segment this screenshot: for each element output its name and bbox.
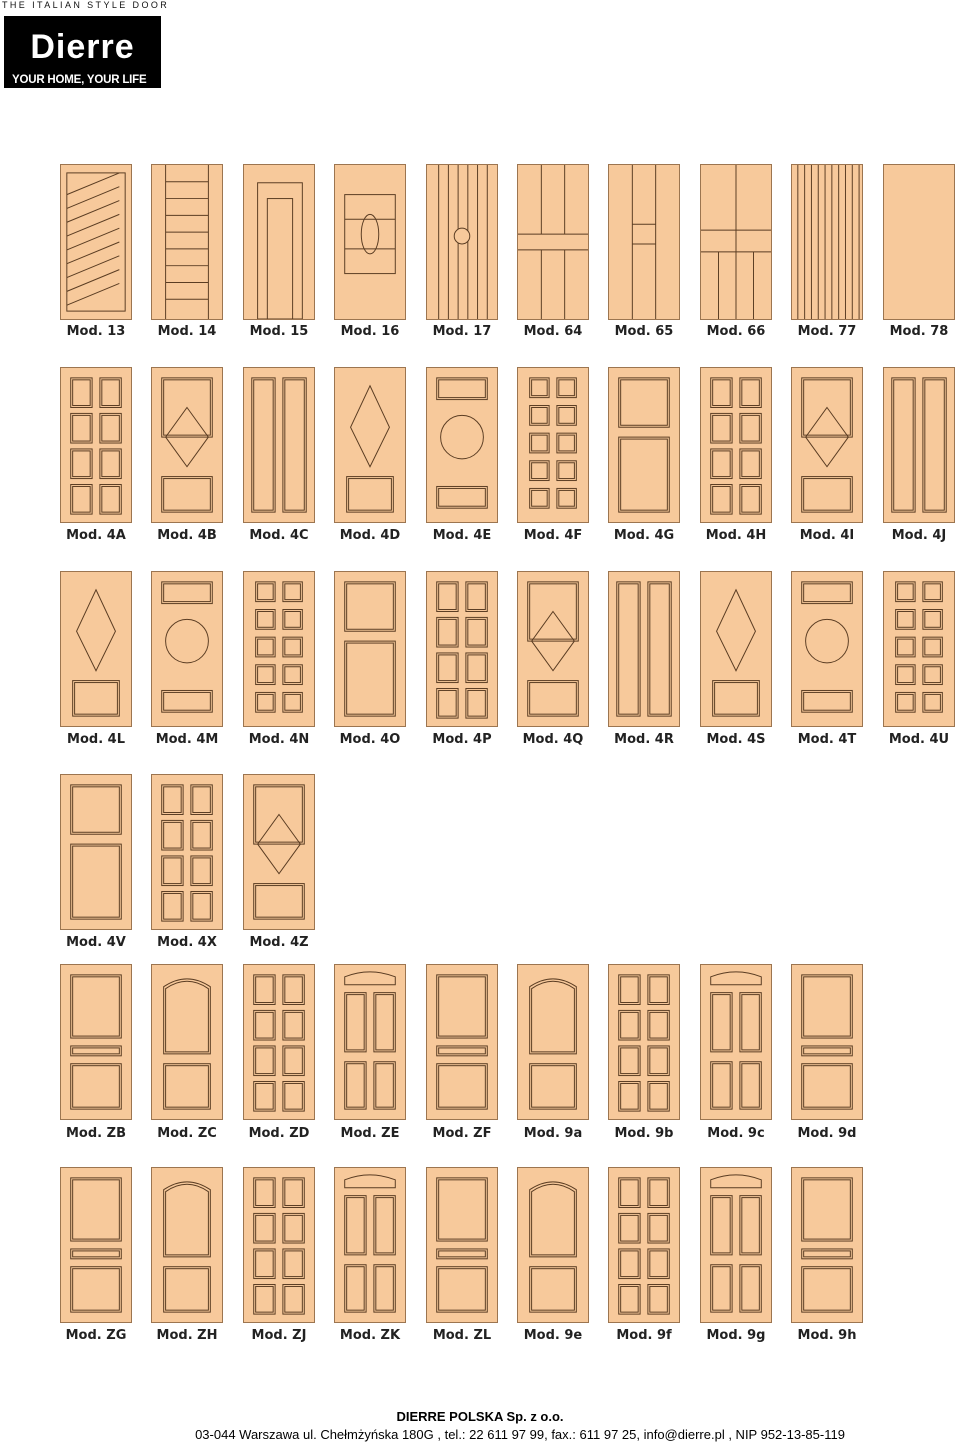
door-panel-drawing (244, 775, 314, 929)
door-model-label: Mod. 14 (157, 324, 217, 339)
door-model-thumbnail (700, 367, 772, 523)
door-model-thumbnail (151, 571, 223, 727)
door-model-thumbnail (243, 367, 315, 523)
door-model-thumbnail (151, 964, 223, 1120)
door-panel-drawing (244, 368, 314, 522)
door-model-thumbnail (700, 1167, 772, 1323)
door-model-label: Mod. 4X (157, 935, 217, 950)
door-panel-drawing (61, 775, 131, 929)
door-panel-drawing (61, 165, 131, 319)
door-model-thumbnail (243, 774, 315, 930)
door-panel-drawing (792, 1168, 862, 1322)
door-model-label: Mod. 4B (157, 528, 217, 543)
door-panel-drawing (609, 1168, 679, 1322)
door-model-label: Mod. 4V (66, 935, 126, 950)
door-model-thumbnail (334, 1167, 406, 1323)
door-model-thumbnail (883, 367, 955, 523)
door-model-label: Mod. 4N (248, 732, 310, 747)
door-model-thumbnail (791, 964, 863, 1120)
door-model-thumbnail (151, 367, 223, 523)
door-model-thumbnail (517, 367, 589, 523)
door-model-thumbnail (243, 164, 315, 320)
door-panel-drawing (335, 165, 405, 319)
door-model-thumbnail (426, 964, 498, 1120)
footer-address-line: 03-044 Warszawa ul. Chełmżyńska 180G , tel.: 22 611 97 99, fax.: 611 97 25, info@dierre.pl , NIP 952-13-85-119 (195, 1427, 845, 1442)
brand-logo (4, 16, 161, 88)
door-model-label: Mod. 77 (797, 324, 857, 339)
door-panel-drawing (335, 368, 405, 522)
door-panel-drawing (427, 1168, 497, 1322)
door-model-label: Mod. ZJ (251, 1328, 307, 1343)
door-panel-drawing (152, 572, 222, 726)
door-model-thumbnail (60, 367, 132, 523)
door-panel-drawing (152, 368, 222, 522)
door-model-thumbnail (883, 571, 955, 727)
door-model-label: Mod. 9d (797, 1126, 857, 1141)
door-panel-drawing (701, 368, 771, 522)
door-panel-drawing (518, 165, 588, 319)
door-model-label: Mod. 4D (339, 528, 401, 543)
door-panel-drawing (244, 965, 314, 1119)
door-model-label: Mod. 9e (523, 1328, 583, 1343)
door-model-thumbnail (517, 571, 589, 727)
door-model-label: Mod. ZH (156, 1328, 218, 1343)
door-model-label: Mod. 4E (432, 528, 492, 543)
door-model-thumbnail (151, 774, 223, 930)
door-model-label: Mod. 4R (614, 732, 674, 747)
door-panel-drawing (335, 572, 405, 726)
door-model-label: Mod. ZL (432, 1328, 492, 1343)
door-model-label: Mod. 4M (155, 732, 219, 747)
door-model-thumbnail (426, 571, 498, 727)
door-panel-drawing (792, 965, 862, 1119)
door-model-label: Mod. ZF (432, 1126, 492, 1141)
door-panel-drawing (152, 1168, 222, 1322)
door-panel-drawing (609, 965, 679, 1119)
door-model-thumbnail (243, 964, 315, 1120)
door-panel-drawing (884, 572, 954, 726)
door-model-label: Mod. 13 (66, 324, 126, 339)
door-model-label: Mod. 16 (340, 324, 400, 339)
door-panel-drawing (792, 165, 862, 319)
footer-company-name: DIERRE POLSKA Sp. z o.o. (396, 1409, 564, 1424)
door-model-thumbnail (608, 571, 680, 727)
door-model-label: Mod. 9f (616, 1328, 672, 1343)
door-panel-drawing (335, 965, 405, 1119)
door-panel-drawing (244, 572, 314, 726)
door-model-label: Mod. 4S (706, 732, 766, 747)
door-model-thumbnail (700, 964, 772, 1120)
door-model-label: Mod. 4C (249, 528, 309, 543)
door-panel-drawing (701, 572, 771, 726)
door-panel-drawing (427, 965, 497, 1119)
door-panel-drawing (701, 965, 771, 1119)
brand-tagline-top: THE ITALIAN STYLE DOOR (2, 0, 170, 10)
door-model-thumbnail (334, 571, 406, 727)
door-model-thumbnail (517, 964, 589, 1120)
door-panel-drawing (244, 1168, 314, 1322)
door-panel-drawing (427, 368, 497, 522)
door-panel-drawing (518, 572, 588, 726)
door-model-thumbnail (700, 164, 772, 320)
door-model-thumbnail (426, 164, 498, 320)
door-panel-drawing (61, 572, 131, 726)
door-model-label: Mod. ZE (340, 1126, 400, 1141)
door-model-label: Mod. 9c (707, 1126, 765, 1141)
door-model-thumbnail (60, 164, 132, 320)
door-panel-drawing (335, 1168, 405, 1322)
door-panel-drawing (792, 572, 862, 726)
door-model-label: Mod. 4G (613, 528, 675, 543)
door-model-thumbnail (151, 1167, 223, 1323)
door-model-thumbnail (883, 164, 955, 320)
door-model-label: Mod. 4I (799, 528, 855, 543)
door-model-label: Mod. ZD (248, 1126, 310, 1141)
door-model-thumbnail (608, 964, 680, 1120)
door-model-label: Mod. 4Z (249, 935, 309, 950)
door-model-label: Mod. 9a (523, 1126, 583, 1141)
brand-logo-tagline: YOUR HOME, YOUR LIFE (12, 74, 147, 86)
door-model-thumbnail (608, 1167, 680, 1323)
door-panel-drawing (701, 165, 771, 319)
door-model-thumbnail (334, 367, 406, 523)
door-panel-drawing (609, 165, 679, 319)
door-model-label: Mod. 9h (797, 1328, 857, 1343)
door-model-thumbnail (426, 367, 498, 523)
door-panel-drawing (884, 368, 954, 522)
door-panel-drawing (244, 165, 314, 319)
door-panel-drawing (427, 572, 497, 726)
door-panel-drawing (152, 165, 222, 319)
door-model-thumbnail (608, 367, 680, 523)
door-model-label: Mod. 9b (614, 1126, 674, 1141)
door-panel-drawing (427, 165, 497, 319)
door-panel-drawing (518, 1168, 588, 1322)
door-panel-drawing (61, 1168, 131, 1322)
door-model-thumbnail (243, 1167, 315, 1323)
door-model-label: Mod. 4P (432, 732, 492, 747)
door-model-label: Mod. 4T (797, 732, 857, 747)
door-model-label: Mod. ZK (339, 1328, 401, 1343)
door-model-label: Mod. 4L (67, 732, 125, 747)
door-model-thumbnail (791, 164, 863, 320)
door-model-thumbnail (608, 164, 680, 320)
door-model-thumbnail (151, 164, 223, 320)
door-model-label: Mod. ZB (66, 1126, 126, 1141)
door-panel-drawing (61, 965, 131, 1119)
door-panel-drawing (701, 1168, 771, 1322)
door-model-label: Mod. 15 (249, 324, 309, 339)
door-model-label: Mod. 4Q (522, 732, 584, 747)
door-panel-drawing (518, 368, 588, 522)
door-panel-drawing (884, 165, 954, 319)
door-model-label: Mod. 4U (888, 732, 950, 747)
brand-logo-word: Dierre (30, 28, 135, 66)
door-model-thumbnail (426, 1167, 498, 1323)
door-model-label: Mod. 78 (889, 324, 949, 339)
door-model-thumbnail (791, 367, 863, 523)
door-model-thumbnail (60, 571, 132, 727)
door-model-thumbnail (517, 164, 589, 320)
door-model-label: Mod. 4J (891, 528, 947, 543)
door-panel-drawing (61, 368, 131, 522)
door-model-label: Mod. 64 (523, 324, 583, 339)
door-model-label: Mod. ZC (157, 1126, 217, 1141)
door-model-thumbnail (243, 571, 315, 727)
door-model-label: Mod. 9g (706, 1328, 766, 1343)
door-panel-drawing (152, 965, 222, 1119)
door-panel-drawing (609, 368, 679, 522)
door-model-thumbnail (60, 964, 132, 1120)
door-panel-drawing (518, 965, 588, 1119)
door-model-label: Mod. 4F (523, 528, 583, 543)
door-model-thumbnail (334, 964, 406, 1120)
door-model-thumbnail (334, 164, 406, 320)
door-model-thumbnail (791, 1167, 863, 1323)
door-model-thumbnail (60, 774, 132, 930)
door-panel-drawing (152, 775, 222, 929)
door-model-label: Mod. 17 (432, 324, 492, 339)
door-model-thumbnail (700, 571, 772, 727)
door-panel-drawing (792, 368, 862, 522)
door-model-label: Mod. 66 (706, 324, 766, 339)
door-model-thumbnail (517, 1167, 589, 1323)
door-model-label: Mod. ZG (65, 1328, 127, 1343)
door-model-label: Mod. 65 (614, 324, 674, 339)
door-model-label: Mod. 4A (66, 528, 126, 543)
door-model-thumbnail (60, 1167, 132, 1323)
door-model-label: Mod. 4H (705, 528, 767, 543)
door-model-thumbnail (791, 571, 863, 727)
door-model-label: Mod. 4O (339, 732, 401, 747)
door-panel-drawing (609, 572, 679, 726)
